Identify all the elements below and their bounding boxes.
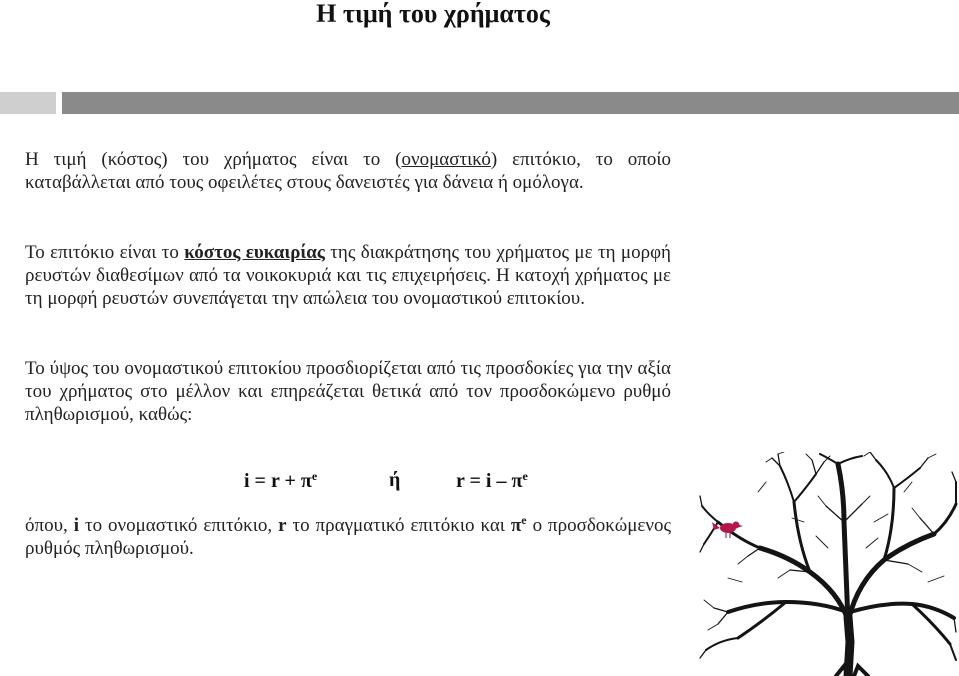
paragraph2-emphasis-term: κόστος ευκαιρίας: [184, 242, 325, 263]
paragraph1-underlined-term: ονομαστικό: [401, 149, 491, 170]
formula-right: [456, 469, 528, 493]
formula-left-superscript: e: [311, 469, 318, 483]
definitions-var-pi: π: [510, 515, 522, 536]
definitions-text-1: όπου,: [25, 515, 74, 536]
tree-with-bird-icon: [698, 452, 959, 676]
tree-icon: [700, 452, 956, 676]
paragraph1-text-a: Η τιμή (κόστος) του χρήματος είναι το (: [25, 149, 402, 170]
definitions-var-i: i: [73, 515, 79, 536]
paragraph-price-of-money: [25, 148, 671, 194]
definitions-text-2: το ονομαστικό επιτόκιο,: [78, 515, 279, 536]
formula-right-text: r = i – π: [456, 470, 523, 492]
definitions-var-r: r: [278, 515, 287, 536]
definitions-var-pi-superscript: e: [521, 513, 527, 527]
paragraph2-text-b: της διακράτησης του χρήματος με τη μορφή ρευστών διαθεσίμων από τα νοικοκυριά και τις επιχειρήσεις. Η κατοχή χρήματος με τη μορφή ρευστών συνεπάγεται την απώλεια του ονομαστικού επιτοκίου.: [25, 242, 671, 309]
formula-left-text: i = r + π: [244, 470, 312, 492]
paragraph-expectations: Το ύψος του ονομαστικού επιτοκίου προσδιορίζεται από τις προσδοκίες για την αξία του χρήματος στο μέλλον και επηρεάζεται θετικά από τον προσδοκώμενο ρυθμό πληθωρισμού, καθώς:: [25, 358, 671, 425]
paragraph1-text-b: ) επιτόκιο, το οποίο καταβάλλεται από τους οφειλέτες στους δανειστές για δάνεια ή ομόλογα.: [25, 149, 672, 193]
paragraph-opportunity-cost: [25, 241, 671, 310]
formula-left: [244, 469, 317, 493]
header-bar-small: [0, 92, 56, 114]
fisher-equation: [244, 469, 564, 493]
header-bar-large: [62, 92, 959, 114]
definitions-text-3: το πραγματικό επιτόκιο και: [286, 515, 511, 536]
formula-right-superscript: e: [522, 469, 528, 483]
definitions-text-4: ο προσδοκώμενος ρυθμός πληθωρισμού.: [25, 515, 671, 559]
formula-or: ή: [389, 469, 401, 491]
paragraph2-text-a: Το επιτόκιο είναι το: [25, 242, 185, 263]
slide-title: Η τιμή του χρήματος: [316, 0, 550, 28]
paragraph-variable-definitions: [25, 509, 671, 560]
